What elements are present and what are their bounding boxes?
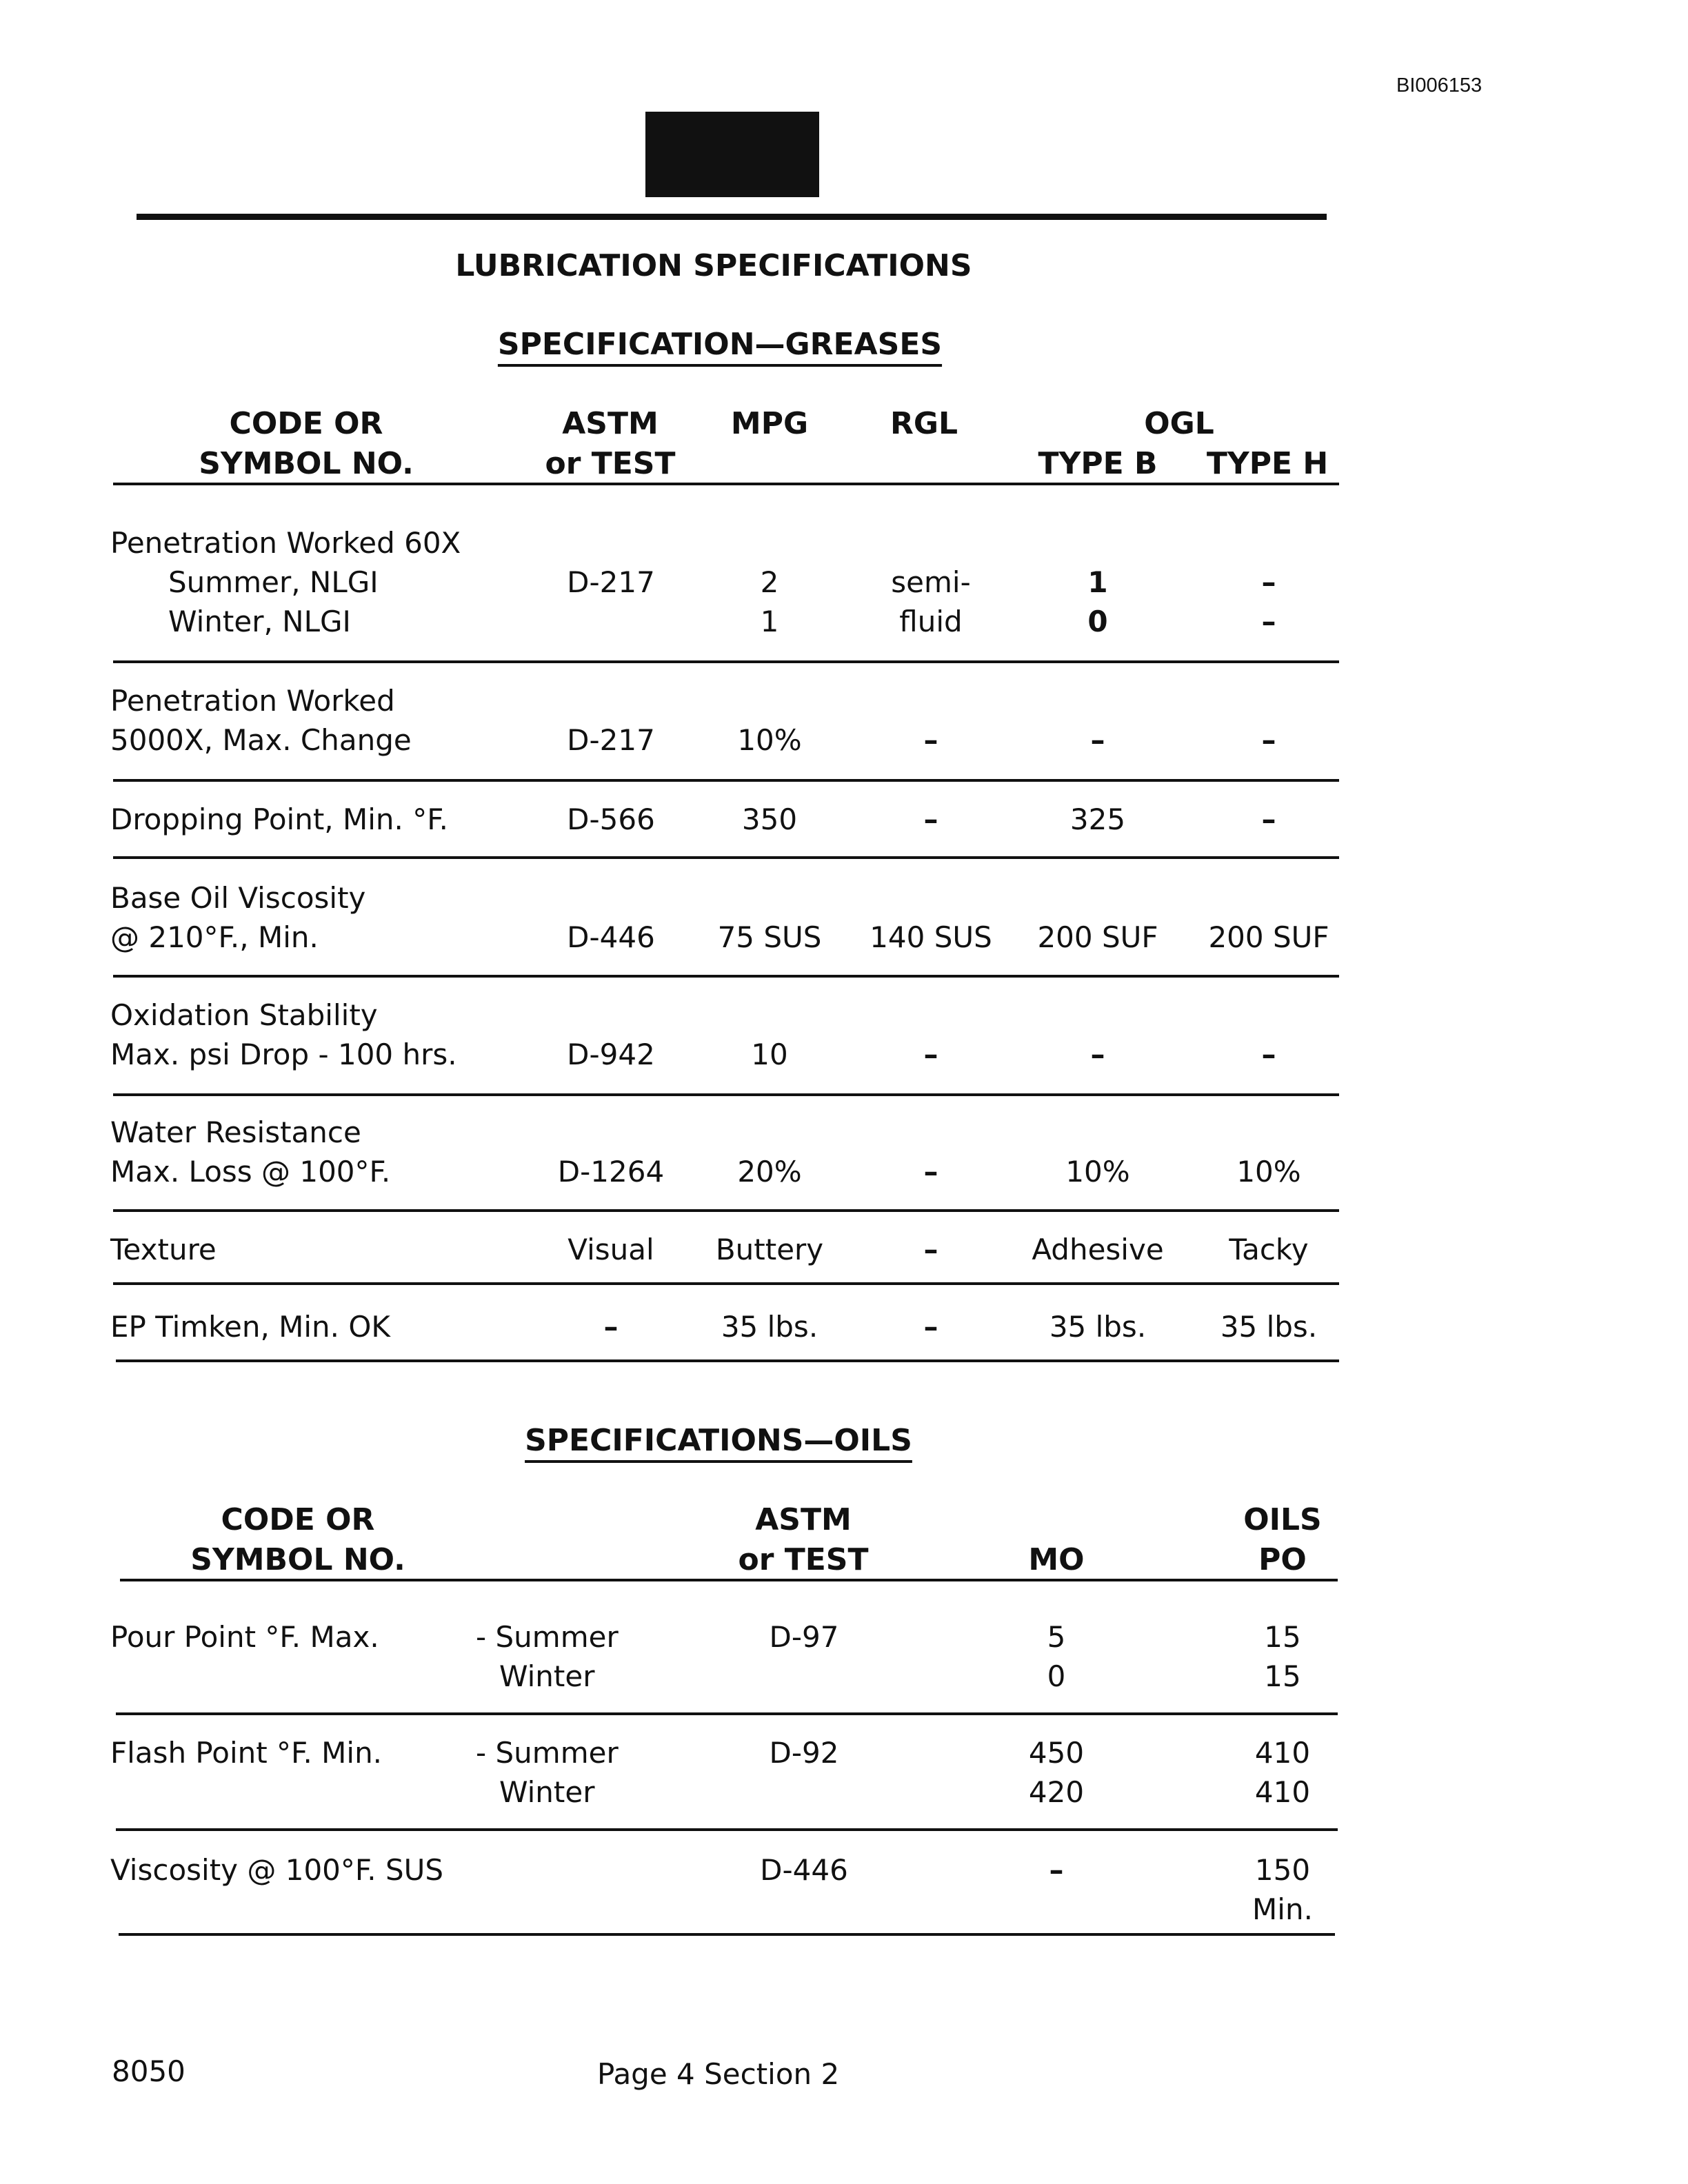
row-label: Base Oil Viscosity — [110, 881, 366, 915]
type-h-cell: 10% — [1236, 1155, 1301, 1189]
type-h-cell: – — [1261, 1038, 1276, 1071]
row-rule — [116, 1359, 1339, 1362]
row-sublabel: Max. Loss @ 100°F. — [110, 1155, 391, 1189]
footer-model-number: 8050 — [112, 2054, 185, 2088]
mpg-cell: Buttery — [715, 1233, 824, 1266]
season-cell: - Summer Winter — [476, 1736, 619, 1809]
row-rule — [116, 1712, 1338, 1715]
header-rule — [137, 214, 1327, 220]
po-cell: 150 Min. — [1252, 1853, 1313, 1926]
row-rule — [113, 779, 1339, 782]
row-label: Water Resistance — [110, 1115, 361, 1149]
row-label: Viscosity @ 100°F. SUS — [110, 1853, 444, 1887]
type-h-cell: 35 lbs. — [1220, 1310, 1318, 1344]
rgl-cell: – — [923, 1038, 938, 1071]
table-row — [110, 1113, 390, 1191]
table-row — [110, 995, 457, 1074]
oils-header-rule — [120, 1579, 1338, 1581]
oils-header-mo: MO — [1028, 1542, 1085, 1577]
row-rule — [113, 1209, 1339, 1212]
type-b-cell: – — [1090, 723, 1105, 757]
astm-cell: D-942 — [567, 1038, 655, 1071]
type-h-cell: – — [1261, 802, 1276, 836]
type-b-cell: – — [1090, 1038, 1105, 1071]
mpg-cell: 75 SUS — [717, 920, 822, 954]
row-sublabel: Winter, NLGI — [168, 605, 351, 638]
mpg-cell: 10% — [737, 723, 802, 757]
type-h-cell: 200 SUF — [1208, 920, 1329, 954]
greases-header-rule — [113, 483, 1339, 485]
type-b-cell: 325 — [1069, 802, 1126, 836]
type-h-cell: – — [1261, 723, 1276, 757]
oils-header-astm: ASTM or TEST — [738, 1502, 869, 1577]
row-rule — [113, 660, 1339, 663]
row-label: Dropping Point, Min. °F. — [110, 802, 448, 836]
row-sublabel: @ 210°F., Min. — [110, 920, 319, 954]
oils-header-code: CODE OR SYMBOL NO. — [190, 1502, 405, 1577]
row-rule — [113, 856, 1339, 859]
astm-cell: D-446 — [567, 920, 655, 954]
astm-cell: – — [603, 1310, 619, 1344]
type-b-cell: 35 lbs. — [1049, 1310, 1147, 1344]
astm-cell: D-566 — [567, 802, 655, 836]
row-sublabel: 5000X, Max. Change — [110, 723, 412, 757]
row-rule — [113, 1093, 1339, 1096]
astm-cell: D-97 — [769, 1620, 839, 1654]
row-rule — [119, 1933, 1335, 1936]
row-rule — [116, 1828, 1338, 1831]
greases-header-rgl: RGL — [890, 406, 958, 441]
mo-cell: 5 0 — [1047, 1620, 1066, 1693]
row-rule — [113, 975, 1339, 978]
mpg-cell: 350 — [741, 802, 798, 836]
astm-cell: D-217 — [567, 565, 655, 599]
type-h-cell: – – — [1261, 565, 1276, 638]
mpg-cell: 20% — [737, 1155, 802, 1189]
astm-cell: D-446 — [760, 1853, 848, 1887]
oils-section-title: SPECIFICATIONS—OILS — [525, 1423, 912, 1458]
rgl-cell: semi- fluid — [891, 565, 971, 638]
mpg-cell: 10 — [751, 1038, 788, 1071]
greases-header-code: CODE OR SYMBOL NO. — [199, 406, 414, 481]
type-h-cell: Tacky — [1229, 1233, 1309, 1266]
astm-cell: D-217 — [567, 723, 655, 757]
mo-cell: 450 420 — [1028, 1736, 1085, 1809]
row-label: Oxidation Stability — [110, 998, 378, 1032]
astm-cell: D-92 — [769, 1736, 839, 1770]
page-title: LUBRICATION SPECIFICATIONS — [455, 248, 972, 283]
season-cell: - Summer Winter — [476, 1620, 619, 1693]
rgl-cell: – — [923, 1233, 938, 1266]
type-b-cell: 10% — [1065, 1155, 1130, 1189]
mo-cell: – — [1049, 1853, 1064, 1887]
row-rule — [113, 1282, 1339, 1285]
row-label: Pour Point °F. Max. — [110, 1620, 379, 1654]
po-cell: 410 410 — [1254, 1736, 1311, 1809]
greases-section-title: SPECIFICATION—GREASES — [497, 327, 943, 362]
document-id: BI006153 — [1396, 74, 1483, 97]
row-label: EP Timken, Min. OK — [110, 1310, 390, 1344]
greases-header-type-h: TYPE H — [1206, 446, 1329, 481]
rgl-cell: – — [923, 723, 938, 757]
greases-header-ogl: OGL — [1144, 406, 1214, 441]
row-label: Penetration Worked — [110, 684, 395, 718]
table-row — [110, 878, 365, 957]
row-label: Texture — [110, 1233, 217, 1266]
rgl-cell: – — [923, 1310, 938, 1344]
mpg-cell: 35 lbs. — [721, 1310, 818, 1344]
type-b-cell: Adhesive — [1032, 1233, 1164, 1266]
rgl-cell: – — [923, 802, 938, 836]
row-sublabel: Summer, NLGI — [168, 565, 379, 599]
po-cell: 15 15 — [1264, 1620, 1301, 1693]
company-logo — [645, 112, 819, 197]
greases-header-mpg: MPG — [730, 406, 809, 441]
row-label: Flash Point °F. Min. — [110, 1736, 383, 1770]
rgl-cell: 140 SUS — [870, 920, 992, 954]
row-label: Penetration Worked 60X — [110, 526, 461, 560]
astm-cell: Visual — [567, 1233, 654, 1266]
table-row — [110, 681, 412, 760]
oils-header-oils: OILS PO — [1243, 1502, 1322, 1577]
mpg-cell: 2 1 — [760, 565, 779, 638]
table-row — [110, 523, 461, 641]
row-sublabel: Max. psi Drop - 100 hrs. — [110, 1038, 457, 1071]
footer-page-info: Page 4 Section 2 — [597, 2057, 840, 2091]
type-b-cell: 200 SUF — [1037, 920, 1158, 954]
rgl-cell: – — [923, 1155, 938, 1189]
greases-header-astm: ASTM or TEST — [545, 406, 676, 481]
greases-header-type-b: TYPE B — [1038, 446, 1158, 481]
astm-cell: D-1264 — [557, 1155, 665, 1189]
type-b-cell: 1 0 — [1087, 565, 1108, 638]
